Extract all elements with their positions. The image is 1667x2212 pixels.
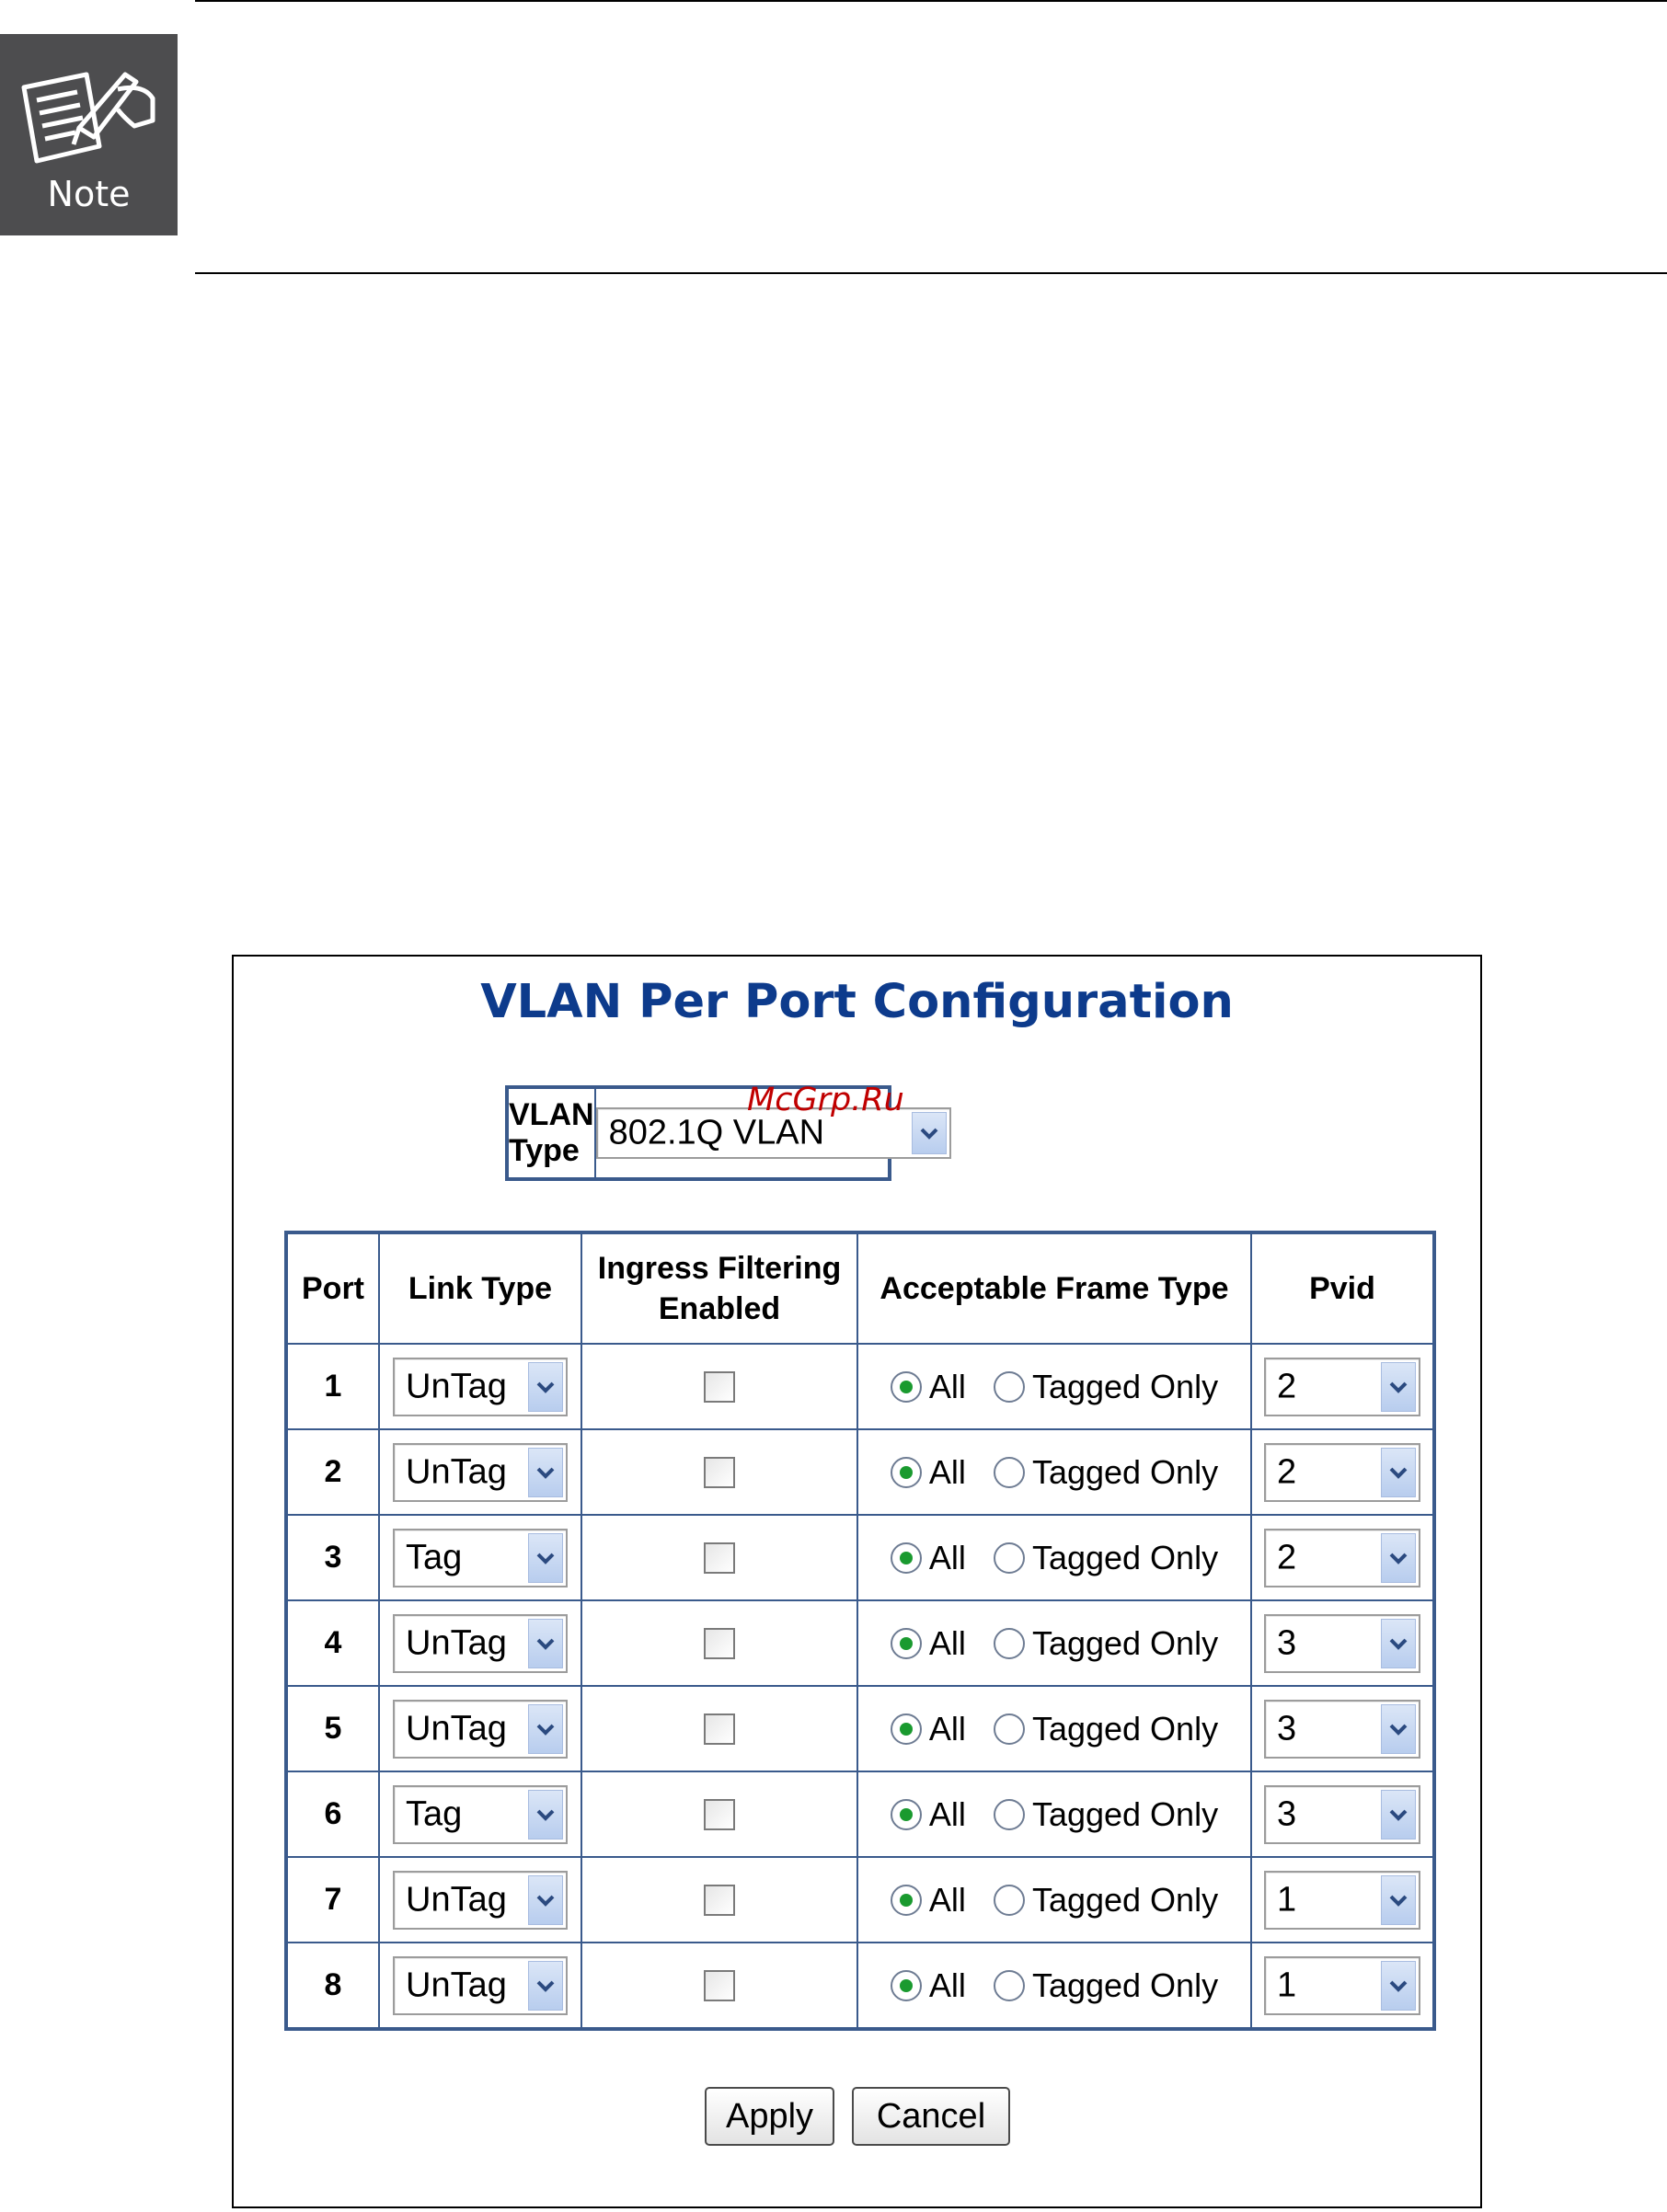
frame-type-tagged-radio[interactable] (994, 1970, 1025, 2001)
link-type-value: UnTag (406, 1367, 507, 1405)
frame-type-cell (857, 1771, 1251, 1857)
frame-type-tagged-radio[interactable] (994, 1628, 1025, 1659)
port-number: 3 (324, 1540, 342, 1575)
port-cell (286, 1344, 379, 1429)
frame-type-cell (857, 1429, 1251, 1515)
frame-type-all-radio[interactable] (891, 1542, 922, 1574)
chevron-down-icon[interactable] (1381, 1961, 1416, 2011)
frame-type-all-label: All (928, 1966, 966, 2004)
ingress-filtering-cell (581, 1686, 857, 1771)
port-cell (286, 1686, 379, 1771)
port-table (284, 1231, 1436, 2031)
port-cell (286, 1771, 379, 1857)
frame-type-tagged-label: Tagged Only (1031, 1538, 1219, 1576)
frame-type-all-radio[interactable] (891, 1371, 922, 1403)
port-cell (286, 1429, 379, 1515)
link-type-cell (379, 1600, 581, 1686)
link-type-select[interactable] (393, 1443, 568, 1502)
ingress-filtering-cell (581, 1600, 857, 1686)
link-type-cell (379, 1857, 581, 1943)
ingress-filtering-cell (581, 1771, 857, 1857)
frame-type-all-radio[interactable] (891, 1885, 922, 1916)
frame-type-tagged-radio[interactable] (994, 1542, 1025, 1574)
chevron-down-icon[interactable] (1381, 1790, 1416, 1840)
apply-button[interactable]: Apply (705, 2087, 834, 2146)
frame-type-tagged-label: Tagged Only (1031, 1794, 1219, 1833)
link-type-value: UnTag (406, 1966, 507, 2004)
frame-type-all-radio[interactable] (891, 1970, 922, 2001)
pvid-value: 2 (1277, 1538, 1297, 1576)
watermark: McGrp.Ru (747, 1082, 904, 1118)
frame-type-cell (857, 1943, 1251, 2029)
pvid-cell (1251, 1515, 1434, 1600)
table-header-row (286, 1232, 1434, 1344)
frame-type-all-label: All (928, 1452, 966, 1491)
frame-type-tagged-label: Tagged Only (1031, 1367, 1219, 1405)
chevron-down-icon[interactable] (1381, 1448, 1416, 1497)
frame-type-tagged-radio[interactable] (994, 1713, 1025, 1745)
chevron-down-icon[interactable] (1381, 1704, 1416, 1754)
ingress-filtering-cell (581, 1429, 857, 1515)
port-cell (286, 1515, 379, 1600)
pvid-value: 3 (1277, 1623, 1297, 1662)
frame-type-tagged-label: Tagged Only (1031, 1709, 1219, 1748)
table-row (286, 1686, 1434, 1771)
ingress-filtering-checkbox[interactable] (704, 1457, 735, 1488)
port-cell (286, 1857, 379, 1943)
frame-type-cell (857, 1515, 1251, 1600)
port-number: 7 (324, 1882, 342, 1917)
frame-type-tagged-label: Tagged Only (1031, 1880, 1219, 1919)
ingress-filtering-checkbox[interactable] (704, 1542, 735, 1574)
table-row (286, 1429, 1434, 1515)
ingress-filtering-checkbox[interactable] (704, 1799, 735, 1830)
pvid-select[interactable] (1264, 1700, 1420, 1759)
link-type-cell (379, 1771, 581, 1857)
pvid-cell (1251, 1686, 1434, 1771)
chevron-down-icon[interactable] (1381, 1533, 1416, 1583)
pvid-value: 3 (1277, 1794, 1297, 1833)
page-title: VLAN Per Port Configuration (480, 975, 1234, 1029)
link-type-cell (379, 1943, 581, 2029)
frame-type-cell (857, 1857, 1251, 1943)
pvid-select[interactable] (1264, 1443, 1420, 1502)
port-cell (286, 1600, 379, 1686)
cancel-button[interactable]: Cancel (852, 2087, 1010, 2146)
chevron-down-icon[interactable] (528, 1875, 563, 1925)
link-type-cell (379, 1344, 581, 1429)
ingress-filtering-cell (581, 1943, 857, 2029)
pvid-cell (1251, 1771, 1434, 1857)
pvid-value: 2 (1277, 1452, 1297, 1491)
chevron-down-icon[interactable] (528, 1533, 563, 1583)
pvid-value: 2 (1277, 1367, 1297, 1405)
link-type-select[interactable] (393, 1956, 568, 2015)
table-row (286, 1515, 1434, 1600)
table-row (286, 1600, 1434, 1686)
table-row (286, 1857, 1434, 1943)
port-number: 8 (324, 1967, 342, 2002)
frame-type-all-label: All (928, 1367, 966, 1405)
chevron-down-icon[interactable] (1381, 1619, 1416, 1668)
chevron-down-icon[interactable] (1381, 1362, 1416, 1412)
bottom-rule (195, 272, 1667, 274)
frame-type-tagged-radio[interactable] (994, 1799, 1025, 1830)
col-pvid: Pvid (1251, 1232, 1434, 1344)
frame-type-cell (857, 1344, 1251, 1429)
pvid-select[interactable] (1264, 1871, 1420, 1930)
link-type-value: UnTag (406, 1880, 507, 1919)
note-label: Note (47, 174, 131, 214)
ingress-filtering-checkbox[interactable] (704, 1628, 735, 1659)
port-number: 6 (324, 1796, 342, 1831)
link-type-value: UnTag (406, 1623, 507, 1662)
note-badge (0, 34, 178, 235)
vlan-type-label: VLAN Type (509, 1089, 596, 1177)
frame-type-tagged-radio[interactable] (994, 1371, 1025, 1403)
link-type-cell (379, 1686, 581, 1771)
link-type-value: UnTag (406, 1709, 507, 1748)
ingress-filtering-checkbox[interactable] (704, 1713, 735, 1745)
chevron-down-icon[interactable] (528, 1448, 563, 1497)
ingress-filtering-cell (581, 1344, 857, 1429)
frame-type-tagged-label: Tagged Only (1031, 1623, 1219, 1662)
link-type-value: Tag (406, 1794, 463, 1833)
ingress-filtering-cell (581, 1857, 857, 1943)
frame-type-tagged-label: Tagged Only (1031, 1452, 1219, 1491)
table-row (286, 1344, 1434, 1429)
link-type-value: Tag (406, 1538, 463, 1576)
col-port: Port (286, 1232, 379, 1344)
table-row (286, 1771, 1434, 1857)
chevron-down-icon[interactable] (528, 1961, 563, 2011)
col-link-type: Link Type (379, 1232, 581, 1344)
ingress-filtering-checkbox[interactable] (704, 1885, 735, 1916)
pvid-select[interactable] (1264, 1529, 1420, 1587)
frame-type-tagged-radio[interactable] (994, 1457, 1025, 1488)
vlan-type-value: 802.1Q VLAN (608, 1113, 825, 1152)
frame-type-cell (857, 1600, 1251, 1686)
port-number: 2 (324, 1454, 342, 1489)
link-type-select[interactable] (393, 1358, 568, 1416)
frame-type-all-label: All (928, 1880, 966, 1919)
chevron-down-icon[interactable] (528, 1704, 563, 1754)
link-type-select[interactable] (393, 1871, 568, 1930)
port-number: 4 (324, 1625, 342, 1660)
pvid-value: 1 (1277, 1966, 1297, 2004)
frame-type-tagged-label: Tagged Only (1031, 1966, 1219, 2004)
vlan-config-panel (232, 955, 1482, 2208)
frame-type-cell (857, 1686, 1251, 1771)
chevron-down-icon[interactable] (1381, 1875, 1416, 1925)
ingress-filtering-checkbox[interactable] (704, 1371, 735, 1403)
col-ingress-filtering: Ingress Filtering Enabled (581, 1232, 857, 1344)
link-type-select[interactable] (393, 1614, 568, 1673)
pvid-cell (1251, 1600, 1434, 1686)
chevron-down-icon[interactable] (528, 1790, 563, 1840)
pvid-value: 1 (1277, 1880, 1297, 1919)
frame-type-all-radio[interactable] (891, 1713, 922, 1745)
link-type-select[interactable] (393, 1529, 568, 1587)
port-number: 5 (324, 1711, 342, 1746)
pvid-select[interactable] (1264, 1614, 1420, 1673)
pvid-select[interactable] (1264, 1956, 1420, 2015)
pvid-cell (1251, 1857, 1434, 1943)
link-type-select[interactable] (393, 1700, 568, 1759)
chevron-down-icon[interactable] (912, 1112, 947, 1154)
frame-type-all-radio[interactable] (891, 1628, 922, 1659)
port-number: 1 (324, 1369, 342, 1404)
frame-type-all-label: All (928, 1538, 966, 1576)
link-type-cell (379, 1429, 581, 1515)
pvid-select[interactable] (1264, 1785, 1420, 1844)
pvid-cell (1251, 1943, 1434, 2029)
frame-type-all-label: All (928, 1623, 966, 1662)
ingress-filtering-checkbox[interactable] (704, 1970, 735, 2001)
link-type-cell (379, 1515, 581, 1600)
pvid-select[interactable] (1264, 1358, 1420, 1416)
note-pen-icon (15, 62, 162, 172)
link-type-select[interactable] (393, 1785, 568, 1844)
chevron-down-icon[interactable] (528, 1362, 563, 1412)
chevron-down-icon[interactable] (528, 1619, 563, 1668)
frame-type-all-label: All (928, 1794, 966, 1833)
col-acceptable-frame-type: Acceptable Frame Type (857, 1232, 1251, 1344)
port-cell (286, 1943, 379, 2029)
frame-type-tagged-radio[interactable] (994, 1885, 1025, 1916)
link-type-value: UnTag (406, 1452, 507, 1491)
top-rule (195, 0, 1667, 2)
pvid-value: 3 (1277, 1709, 1297, 1748)
frame-type-all-radio[interactable] (891, 1457, 922, 1488)
frame-type-all-label: All (928, 1709, 966, 1748)
pvid-cell (1251, 1429, 1434, 1515)
frame-type-all-radio[interactable] (891, 1799, 922, 1830)
table-row (286, 1943, 1434, 2029)
pvid-cell (1251, 1344, 1434, 1429)
ingress-filtering-cell (581, 1515, 857, 1600)
